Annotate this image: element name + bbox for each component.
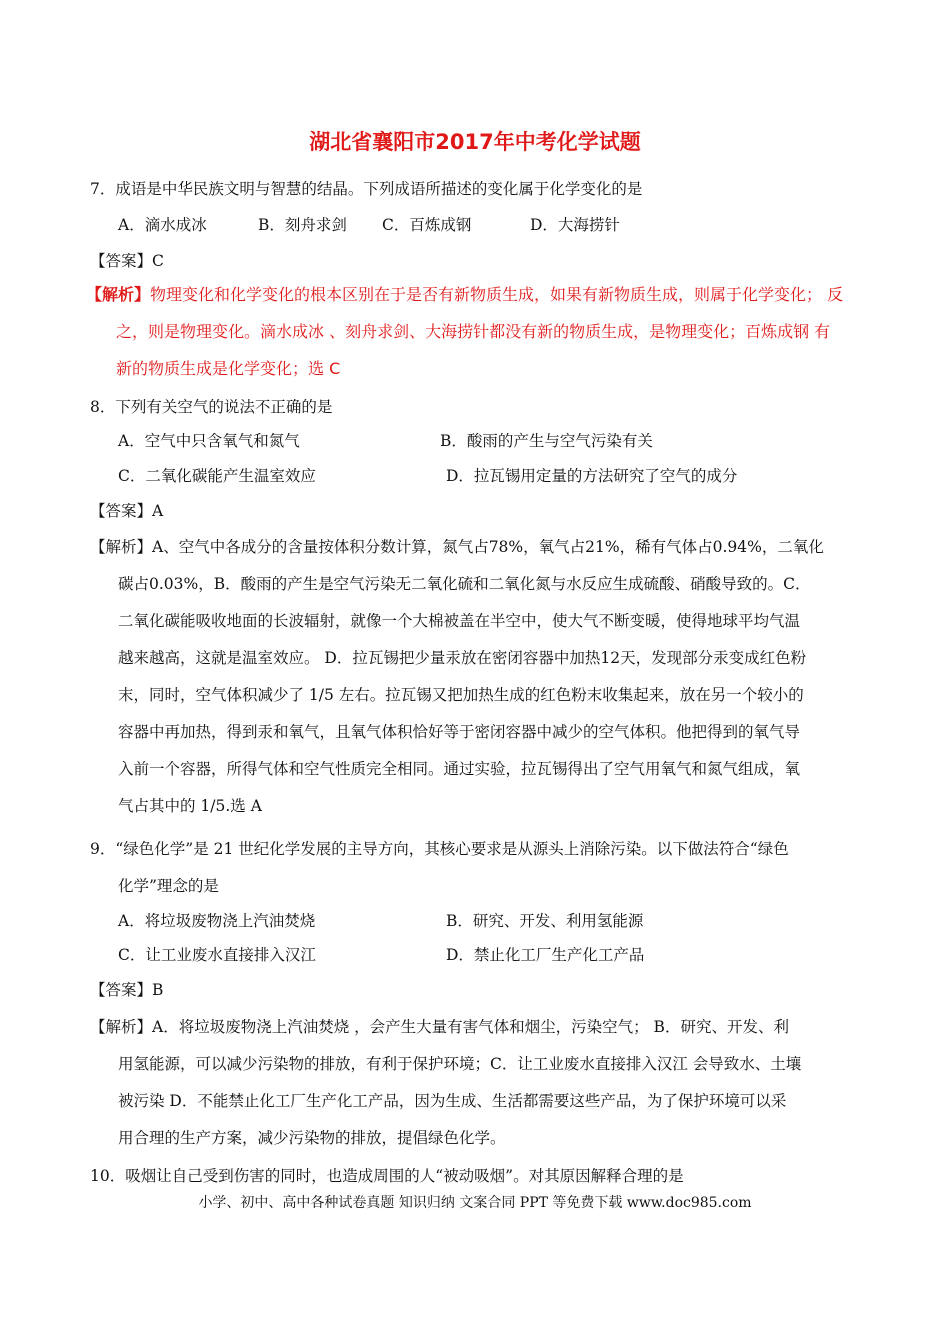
q9-option-d: D．禁止化工厂生产化工产品	[446, 946, 645, 964]
q7-analysis-label: 【解析】	[86, 285, 151, 304]
q7-analysis-line-1	[86, 284, 843, 306]
footer-note: 小学、初中、高中各种试卷真题 知识归纳 文案合同 PPT 等免费下载 www.doc985.com	[198, 1195, 752, 1211]
q7-option-c: C．百炼成钢	[382, 216, 472, 234]
q8-stem: 8．下列有关空气的说法不正确的是	[90, 398, 333, 416]
q9-analysis-line: 被污染 D．不能禁止化工厂生产化工产品，因为生成、生活都需要这些产品，为了保护环境可以采	[118, 1092, 787, 1110]
q8-analysis-line: 【解析】A、空气中各成分的含量按体积分数计算，氮气占78%，氧气占21%，稀有气体占0.94%，二氧化	[90, 538, 824, 556]
q8-analysis-line: 气占其中的 1/5.选 A	[118, 797, 262, 815]
q9-answer: 【答案】B	[90, 981, 164, 999]
q9-stem-line-1: 9．“绿色化学”是 21 世纪化学发展的主导方向，其核心要求是从源头上消除污染。以下做法符合“绿色	[90, 840, 789, 858]
q8-option-c: C．二氧化碳能产生温室效应	[118, 467, 316, 485]
q8-option-a: A．空气中只含氧气和氮气	[118, 432, 300, 450]
q8-analysis-line: 越来越高，这就是温室效应。 D．拉瓦锡把少量汞放在密闭容器中加热12天，发现部分汞变成红色粉	[118, 649, 807, 667]
q7-analysis-line-2: 之，则是物理变化。滴水成冰 、刻舟求剑、大海捞针都没有新的物质生成，是物理变化；百炼成钢 有	[116, 322, 831, 341]
q7-analysis-line-3: 新的物质生成是化学变化；选 C	[116, 359, 341, 378]
q8-analysis-line: 二氧化碳能吸收地面的长波辐射，就像一个大棉被盖在半空中，使大气不断变暖，使得地球平均气温	[118, 612, 801, 630]
q7-analysis-text: 物理变化和化学变化的根本区别在于是否有新物质生成，如果有新物质生成，则属于化学变化； 反	[150, 285, 844, 304]
q9-stem-line-2: 化学”理念的是	[118, 877, 219, 895]
q10-stem: 10．吸烟让自己受到伤害的同时，也造成周围的人“被动吸烟”。对其原因解释合理的是	[90, 1167, 684, 1185]
q9-analysis-line: 【解析】A．将垃圾废物浇上汽油焚烧 ，会产生大量有害气体和烟尘，污染空气； B．研究、开发、利	[90, 1018, 789, 1036]
q9-option-c: C．让工业废水直接排入汉江	[118, 946, 316, 964]
q9-option-a: A．将垃圾废物浇上汽油焚烧	[118, 912, 316, 930]
page-title: 湖北省襄阳市2017年中考化学试题	[309, 130, 641, 154]
q7-option-a: A．滴水成冰	[118, 216, 207, 234]
q8-analysis-line: 容器中再加热，得到汞和氧气，且氧气体积恰好等于密闭容器中减少的空气体积。他把得到的氧气导	[118, 723, 801, 741]
q7-option-b: B．刻舟求剑	[258, 216, 347, 234]
q9-analysis-line: 用合理的生产方案，减少污染物的排放，提倡绿色化学。	[118, 1129, 506, 1147]
q8-analysis-line: 碳占0.03%，B．酸雨的产生是空气污染无二氧化硫和二氧化氮与水反应生成硫酸、硝酸导致的。C．	[118, 575, 811, 593]
q8-analysis-line: 末，同时，空气体积减少了 1/5 左右。拉瓦锡又把加热生成的红色粉末收集起来，放在另一个较小的	[118, 686, 804, 704]
q7-option-d: D．大海捞针	[530, 216, 620, 234]
q8-option-d: D．拉瓦锡用定量的方法研究了空气的成分	[446, 467, 738, 485]
q8-option-b: B．酸雨的产生与空气污染有关	[440, 432, 653, 450]
q8-analysis-line: 入前一个容器，所得气体和空气性质完全相同。通过实验，拉瓦锡得出了空气用氧气和氮气组成，氧	[118, 760, 801, 778]
q9-option-b: B．研究、开发、利用氢能源	[446, 912, 644, 930]
q9-analysis-line: 用氢能源，可以减少污染物的排放，有利于保护环境；C．让工业废水直接排入汉江 会导致水、土壤	[118, 1055, 802, 1073]
q7-stem: 7．成语是中华民族文明与智慧的结晶。下列成语所描述的变化属于化学变化的是	[90, 180, 643, 198]
q8-answer: 【答案】A	[90, 502, 164, 520]
q7-answer: 【答案】C	[90, 252, 164, 270]
